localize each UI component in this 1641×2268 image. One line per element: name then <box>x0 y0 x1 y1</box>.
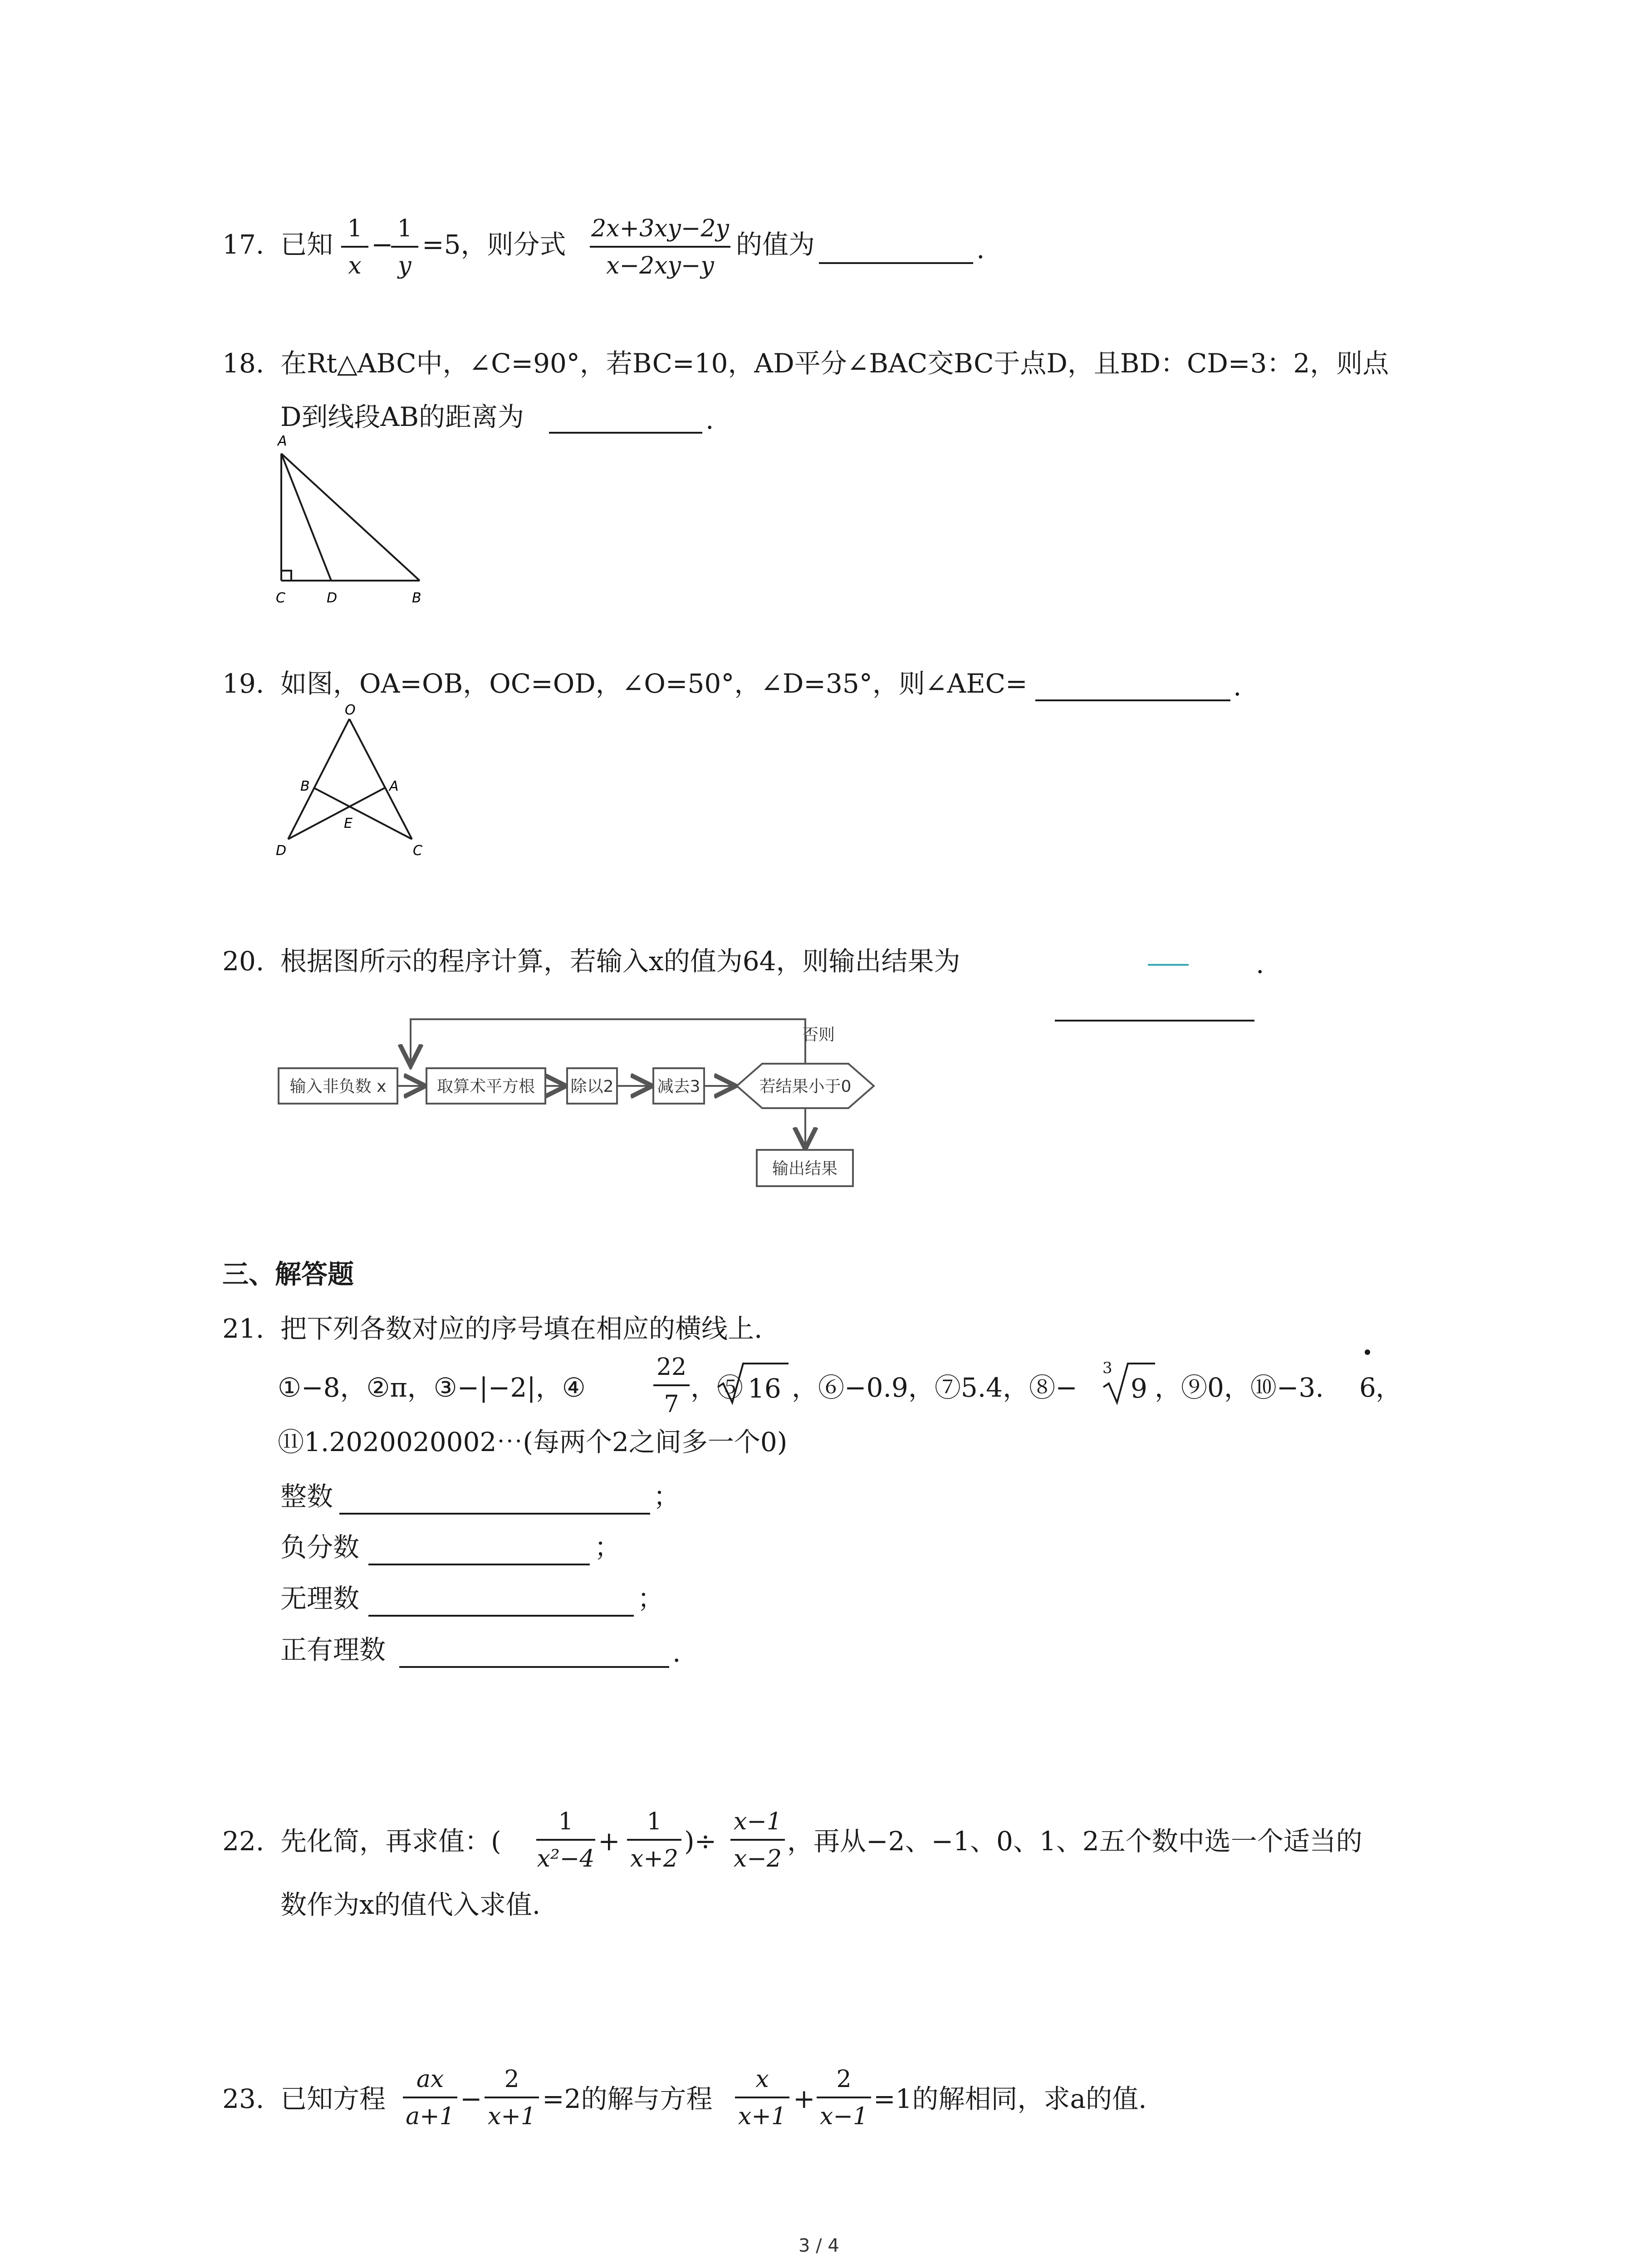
q21-cat-integer-end: ； <box>653 1481 680 1512</box>
q21-integer-blank[interactable] <box>339 1513 650 1515</box>
q21-cat-posrational-label: 正有理数 <box>280 1634 386 1665</box>
q22-fraction-2-den: x+2 <box>630 1845 678 1872</box>
q21-final-comma: ， <box>1376 1372 1402 1403</box>
q23-fraction-4 <box>817 2068 871 2128</box>
q23-fraction-2-num: 2 <box>504 2066 519 2093</box>
q18-answer-blank[interactable] <box>549 432 702 434</box>
q18-number: 18. <box>222 348 265 379</box>
q23-fraction-1-num: ax <box>416 2066 444 2093</box>
q21-cat-integer-label: 整数 <box>280 1481 333 1512</box>
q21-repeating-digit: 6 <box>1359 1372 1376 1403</box>
q23-text-2: =2的解与方程 <box>542 2083 713 2114</box>
q23-fraction-3-den: x+1 <box>738 2103 786 2130</box>
q18-label-d: D <box>327 590 338 606</box>
q21-intro: 把下列各数对应的序号填在相应的横线上. <box>280 1313 763 1344</box>
q22-text-2: )÷ <box>684 1826 717 1857</box>
q19-text: 如图，OA=OB，OC=OD，∠O=50°，∠D=35°，则∠AEC= <box>280 668 1028 699</box>
q18-line-2: D到线段AB的距离为 <box>280 401 524 432</box>
q17-end: . <box>976 234 985 264</box>
q20-box-input-label: 输入非负数 x <box>289 1077 387 1096</box>
q18-label-a: A <box>278 433 287 449</box>
q23-fraction-2 <box>485 2068 539 2128</box>
q23-fraction-3 <box>735 2068 789 2128</box>
q20-text: 根据图所示的程序计算，若输入x的值为64，则输出结果为 <box>280 946 960 977</box>
q22-line-2: 数作为x的值代入求值. <box>280 1889 541 1920</box>
q18-side-ab <box>281 454 420 581</box>
q19-answer-blank[interactable] <box>1035 699 1230 701</box>
q21-repeating-dot <box>1365 1349 1370 1355</box>
q17-fraction-1 <box>341 217 368 278</box>
q17-fraction-2 <box>391 217 418 278</box>
q23-plus: + <box>793 2083 815 2114</box>
q22-text-1: 先化简，再求值：( <box>280 1826 501 1857</box>
q20-teal-dash <box>1148 964 1189 966</box>
q19-end: . <box>1233 671 1242 702</box>
q21-line-2: ⑪1.2020020002⋯(每两个2之间多一个0) <box>278 1427 788 1457</box>
q20-box-sub-label: 减去3 <box>657 1077 700 1096</box>
q18-label-b: B <box>412 590 421 606</box>
q18-segment-ad <box>281 454 331 581</box>
q21-negfrac-blank[interactable] <box>368 1564 590 1565</box>
page-number: 3 / 4 <box>798 2235 839 2256</box>
q21-cat-posrational-end: . <box>672 1637 681 1668</box>
q17-text-1: 已知 <box>280 229 333 260</box>
q17-answer-blank[interactable] <box>819 262 973 264</box>
q17-fraction-1-den: x <box>348 252 362 279</box>
q19-figure <box>268 701 431 864</box>
q17-fraction-1-num: 1 <box>347 215 362 242</box>
q21-irrational-blank[interactable] <box>368 1615 634 1617</box>
q18-line-1: 在Rt△ABC中，∠C=90°，若BC=10，AD平分∠BAC交BC于点D，且BD：CD=3：2，则点 <box>280 348 1389 379</box>
q22-plus: + <box>598 1826 620 1857</box>
q23-fraction-2-den: x+1 <box>488 2103 536 2130</box>
q22-fraction-1-den: x²−4 <box>537 1845 595 1872</box>
q19-label-b: B <box>300 778 310 794</box>
q19-line-bc <box>314 788 412 839</box>
q21-fraction-22-7 <box>653 1355 690 1416</box>
q23-text-1: 已知方程 <box>280 2083 386 2114</box>
q19-label-o: O <box>345 702 356 718</box>
q17-fraction-3-den: x−2xy−y <box>606 252 714 279</box>
q21-cbrt-sign <box>1102 1361 1156 1406</box>
q19-label-e: E <box>344 816 353 831</box>
q17-minus: − <box>371 229 393 260</box>
q23-number: 23. <box>222 2083 265 2114</box>
q21-items-start: ①−8，②π，③−|−2|，④ <box>278 1372 586 1403</box>
q21-cat-irrational-label: 无理数 <box>280 1583 360 1614</box>
q19-line-ad <box>288 788 385 839</box>
q22-fraction-3 <box>730 1810 785 1871</box>
q21-after-fraction: ，⑤ <box>691 1372 744 1403</box>
q21-fraction-den: 7 <box>664 1391 679 1418</box>
q23-fraction-1 <box>403 2068 457 2128</box>
q18-label-c: C <box>276 590 285 606</box>
q23-fraction-4-num: 2 <box>836 2066 852 2093</box>
q18-triangle-figure <box>268 431 449 612</box>
q21-number: 21. <box>222 1313 265 1344</box>
q17-fraction-2-den: y <box>398 252 411 279</box>
q22-fraction-1-num: 1 <box>558 1808 573 1835</box>
q23-fraction-4-den: x−1 <box>820 2103 868 2130</box>
q22-number: 22. <box>222 1826 265 1857</box>
q22-fraction-3-den: x−2 <box>734 1845 782 1872</box>
q21-fraction-num: 22 <box>656 1354 687 1381</box>
q21-cat-negfrac-label: 负分数 <box>280 1532 360 1563</box>
q19-line-oc <box>349 719 412 839</box>
q17-number: 17. <box>222 229 265 260</box>
q20-decision-label: 若结果小于0 <box>759 1077 852 1096</box>
q17-text-3: 的值为 <box>736 229 815 260</box>
q19-label-c: C <box>413 843 422 859</box>
section-3-heading: 三、解答题 <box>222 1259 354 1290</box>
q17-fraction-3-num: 2x+3xy−2y <box>591 215 729 242</box>
q22-fraction-2-num: 1 <box>647 1808 662 1835</box>
q21-cat-negfrac-end: ； <box>594 1532 621 1563</box>
q22-fraction-2 <box>627 1810 681 1871</box>
q21-cbrt-value: 9 <box>1131 1373 1147 1404</box>
q21-after-cbrt: ，⑨0，⑩−3. <box>1155 1372 1324 1403</box>
q21-sqrt-value: 16 <box>748 1373 781 1404</box>
q20-box-div-label: 除以2 <box>570 1077 614 1096</box>
q19-label-a: A <box>389 778 399 794</box>
q19-number: 19. <box>222 668 265 699</box>
q21-after-sqrt: ，⑥−0.9，⑦5.4，⑧− <box>792 1372 1078 1403</box>
q17-fraction-3 <box>590 217 730 278</box>
q21-posrational-blank[interactable] <box>399 1666 669 1668</box>
q18-end: . <box>705 404 714 435</box>
q22-fraction-1 <box>536 1810 595 1871</box>
q20-answer-blank[interactable] <box>1055 1020 1254 1022</box>
q20-end: . <box>1256 948 1264 979</box>
q19-line-od <box>288 719 349 839</box>
q23-fraction-1-den: a+1 <box>406 2103 455 2130</box>
q17-fraction-2-num: 1 <box>397 215 412 242</box>
q20-flowchart <box>272 1009 880 1200</box>
q20-label-no: 否则 <box>802 1026 835 1044</box>
q20-box-sqrt-label: 取算术平方根 <box>436 1077 535 1096</box>
q21-cat-irrational-end: ； <box>637 1583 664 1614</box>
q22-fraction-3-num: x−1 <box>734 1808 782 1835</box>
q17-text-2: =5，则分式 <box>422 229 566 260</box>
q18-right-angle-mark <box>281 571 291 581</box>
q23-fraction-3-num: x <box>755 2066 769 2093</box>
q23-minus: − <box>460 2083 482 2114</box>
q20-number: 20. <box>222 946 265 977</box>
q22-text-3: ，再从−2、−1、0、1、2五个数中选一个适当的 <box>787 1826 1362 1857</box>
q19-label-d: D <box>276 843 287 859</box>
q21-cbrt-index: 3 <box>1102 1359 1112 1377</box>
q23-text-3: =1的解相同，求a的值. <box>873 2083 1147 2114</box>
q20-box-output-label: 输出结果 <box>772 1159 838 1178</box>
